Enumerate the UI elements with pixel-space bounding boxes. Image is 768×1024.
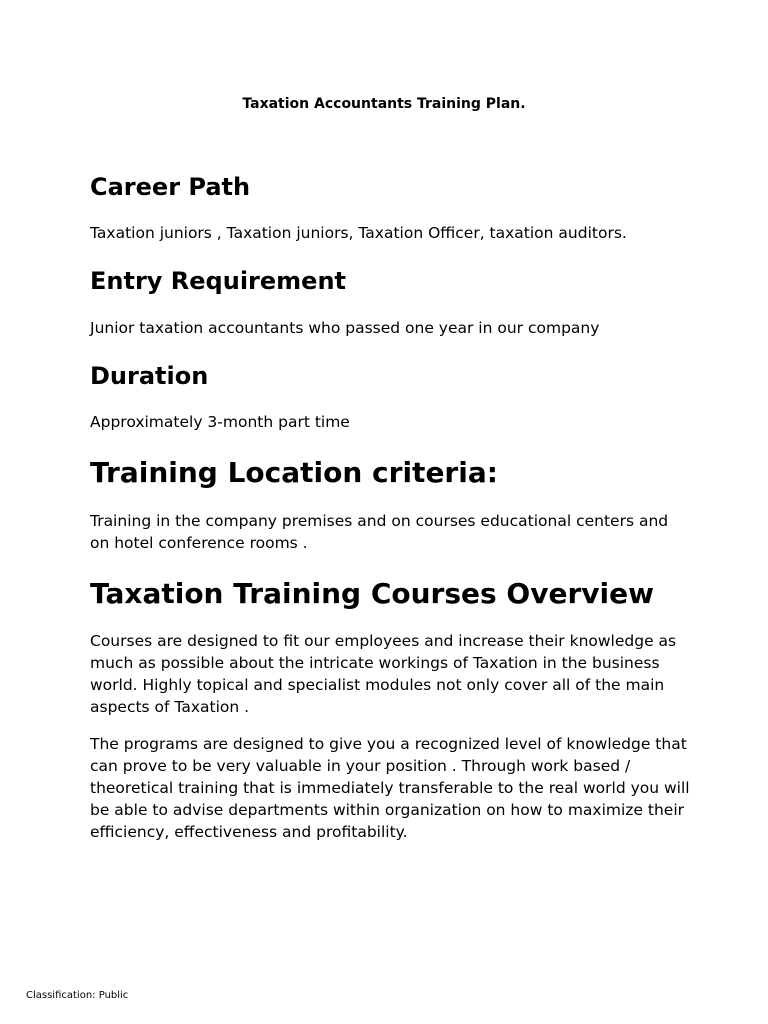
classification-footer: Classification: Public <box>26 990 129 1001</box>
section-text-training-location: Training in the company premises and on courses educational centers and on hotel conference rooms . <box>90 512 669 552</box>
document-body <box>90 170 690 843</box>
section-heading-entry-requirement: Entry Requirement <box>90 267 346 295</box>
section-text-entry-requirement: Junior taxation accountants who passed one year in our company <box>90 319 600 337</box>
section-heading-training-location: Training Location criteria: <box>90 456 498 489</box>
section-heading-courses-overview: Taxation Training Courses Overview <box>90 577 654 610</box>
section-text-career-path: Taxation juniors , Taxation juniors, Taxation Officer, taxation auditors. <box>90 224 627 242</box>
section-heading-duration: Duration <box>90 362 209 390</box>
courses-overview-paragraph-1: Courses are designed to fit our employees and increase their knowledge as much as possible about the intricate workings of Taxation in the business world. Highly topical and specialist modules not only cover all of the main aspects of Taxation . <box>90 632 677 716</box>
document-title: Taxation Accountants Training Plan. <box>242 96 526 112</box>
section-heading-career-path: Career Path <box>90 173 251 201</box>
courses-overview-paragraph-2: The programs are designed to give you a recognized level of knowledge that can prove to be very valuable in your position . Through work based / theoretical training that is immediately transferable to the real world you will be able to advise departments within organization on how to maximize their efficiency, effectiveness and profitability. <box>90 735 690 841</box>
section-text-duration: Approximately 3-month part time <box>90 413 350 431</box>
